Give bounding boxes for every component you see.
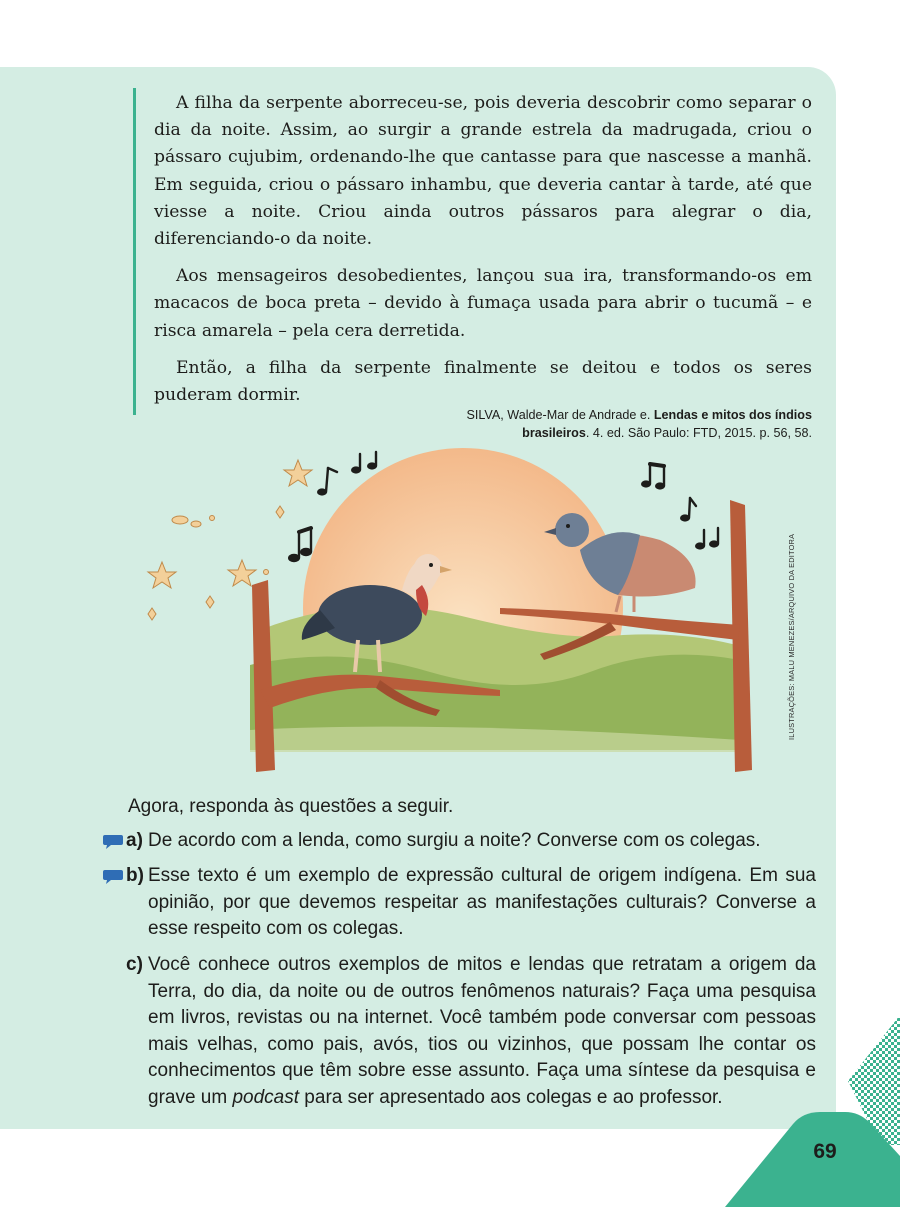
questions-intro: Agora, responda às questões a seguir. (128, 796, 454, 817)
speech-bubble-icon (100, 863, 126, 943)
question-text: Esse texto é um exemplo de expressão cultural de origem indígena. Em sua opinião, por que devemos respeitar as manifestações culturais? Converse a esse respeito com os colegas. (148, 865, 816, 939)
question-c (100, 952, 820, 1111)
speech-bubble-icon (100, 828, 126, 855)
stars (148, 460, 312, 620)
question-label: a) (126, 830, 143, 851)
citation-details: . 4. ed. São Paulo: FTD, 2015. p. 56, 58. (585, 426, 812, 440)
story-paragraph-2: Aos mensageiros desobedientes, lançou sua ira, transformando-os em macacos de boca preta – devido à fumaça usada para abrir o tucumã – e risca amarela – pela cera derretida. (154, 266, 812, 341)
question-label: c) (126, 954, 143, 975)
question-b (100, 863, 820, 943)
story-paragraph-1: A filha da serpente aborreceu-se, pois deveria descobrir como separar o dia da noite. Assim, ao surgir a grande estrela da madrugada, criou o pássaro cujubim, ordenando-lhe que cantasse para que nascesse a manhã. Em seguida, criou o pássaro inhambu, que deveria cantar à tarde, até que viesse a noite. Criou ainda outros pássaros para alegrar o dia, diferenciando-o da noite. (154, 93, 812, 250)
illustration-credit: ILUSTRAÇÕES: MALU MENEZES/ARQUIVO DA EDITORA (787, 533, 796, 740)
birds-illustration (140, 440, 780, 785)
citation (412, 406, 812, 442)
story-paragraph-3: Então, a filha da serpente finalmente se deitou e todos os seres puderam dormir. (154, 357, 812, 406)
question-text: De acordo com a lenda, como surgiu a noite? Converse com os colegas. (148, 830, 761, 851)
quote-bar (133, 88, 136, 415)
podcast-term: podcast (232, 1086, 300, 1108)
question-text: Você conhece outros exemplos de mitos e lendas que retratam a origem da Terra, do dia, da noite ou de outros fenômenos naturais? Faça uma pesquisa em livros, revistas ou na internet. Você também pode conversar com pessoas mais velhas, como pais, avós, tios ou vizinhos, que possam lhe contar os conhecimentos que têm sobre esse assunto. Faça uma síntese da pesquisa e grave um podcast para ser apresentado aos colegas e ao professor. (148, 954, 816, 1108)
citation-title: Lendas e mitos dos índios brasileiros (522, 408, 812, 440)
question-label: b) (126, 865, 144, 886)
page-number: 69 (813, 1140, 837, 1163)
question-a (100, 828, 820, 855)
legend-text (154, 90, 812, 409)
citation-author: SILVA, Walde-Mar de Andrade e. (466, 408, 654, 422)
